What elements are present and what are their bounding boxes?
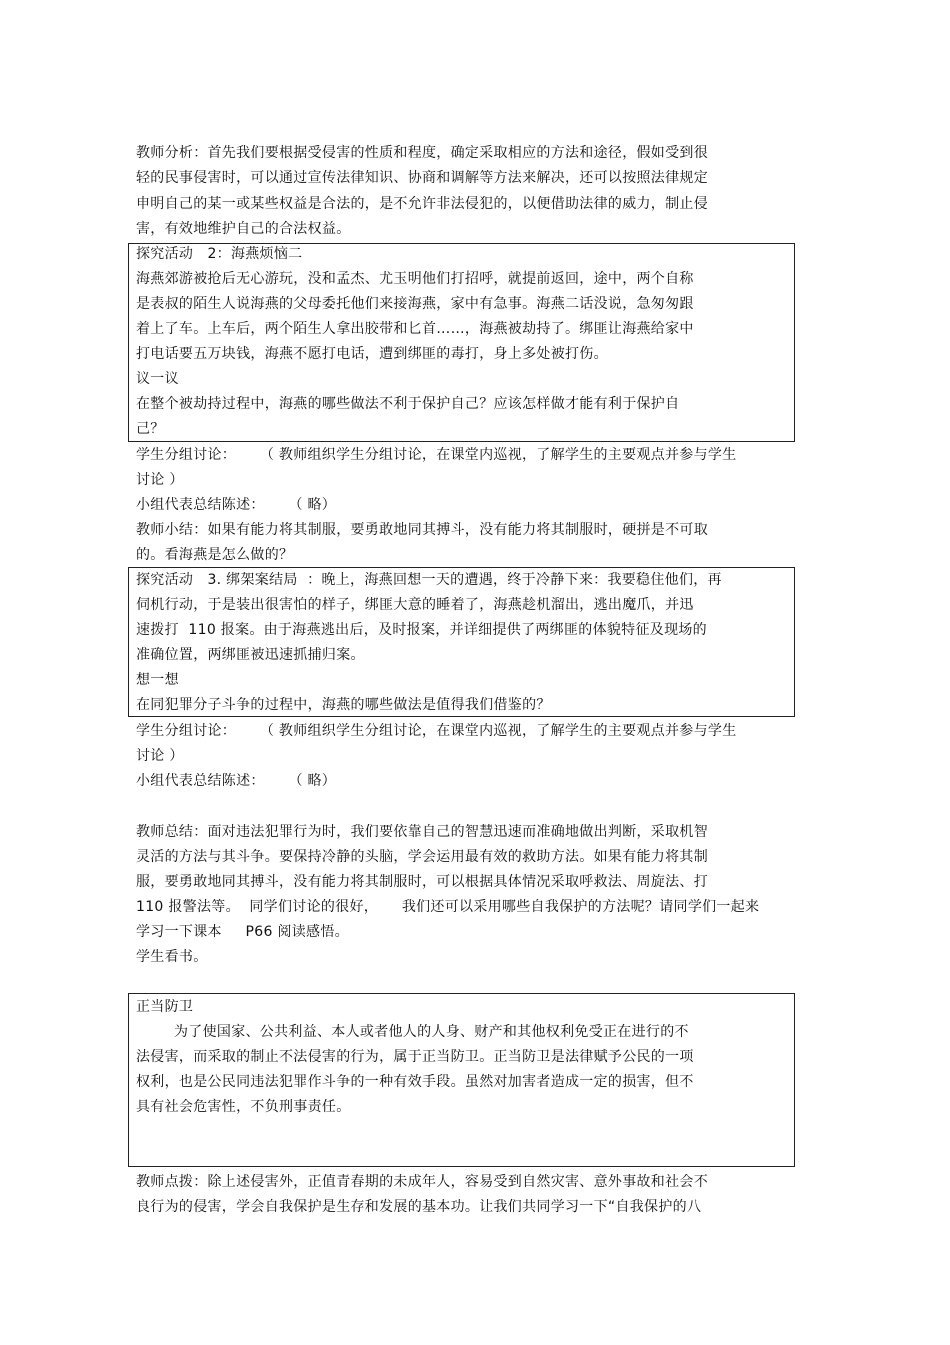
paragraph-line: 海燕郊游被抢后无心游玩，没和孟杰、尤玉明他们打招呼，就提前返回，途中，两个自称 xyxy=(136,271,694,287)
paragraph-line: 学生看书。 xyxy=(136,949,208,965)
self-defense-title: 正当防卫 xyxy=(136,999,194,1015)
paragraph-line: 为了使国家、公共利益、本人或者他人的人身、财产和其他权利免受正在进行的不 xyxy=(136,1024,689,1040)
paragraph-line: 讨论 ） xyxy=(136,748,184,764)
paragraph-line: 轻的民事侵害时，可以通过宣传法律知识、协商和调解等方法来解决，还可以按照法律规定 xyxy=(136,170,708,186)
paragraph-line: 学生分组讨论： （ 教师组织学生分组讨论，在课堂内巡视，了解学生的主要观点并参与学生 xyxy=(136,447,737,463)
paragraph-line: 打电话要五万块钱，海燕不愿打电话，遭到绑匪的毒打，身上多处被打伤。 xyxy=(136,346,608,362)
paragraph-line: 害，有效地维护自己的合法权益。 xyxy=(136,221,351,237)
paragraph-line: 教师总结：面对违法犯罪行为时，我们要依靠自己的智慧迅速而准确地做出判断，采取机智 xyxy=(136,824,708,840)
paragraph-line: 在整个被劫持过程中，海燕的哪些做法不利于保护自己？应该怎样做才能有利于保护自 xyxy=(136,396,680,412)
paragraph-line: 是表叔的陌生人说海燕的父母委托他们来接海燕，家中有急事。海燕二话没说，急匆匆跟 xyxy=(136,296,694,312)
paragraph-line: 教师小结：如果有能力将其制服，要勇敢地同其搏斗，没有能力将其制服时，硬拼是不可取 xyxy=(136,522,708,538)
paragraph-line: 着上了车。上车后，两个陌生人拿出胶带和匕首……，海燕被劫持了。绑匪让海燕给家中 xyxy=(136,321,694,337)
paragraph-line: 小组代表总结陈述： （ 略） xyxy=(136,497,337,513)
paragraph-line: 准确位置，两绑匪被迅速抓捕归案。 xyxy=(136,647,365,663)
paragraph-line: 良行为的侵害，学会自我保护是生存和发展的基本功。让我们共同学习一下“自我保护的八 xyxy=(136,1199,702,1215)
paragraph-line: 学生分组讨论： （ 教师组织学生分组讨论，在课堂内巡视，了解学生的主要观点并参与学生 xyxy=(136,723,737,739)
paragraph-line: 讨论 ） xyxy=(136,472,184,488)
paragraph-line: 具有社会危害性，不负刑事责任。 xyxy=(136,1099,351,1115)
paragraph-line: 110 报警法等。 同学们讨论的很好， 我们还可以采用哪些自我保护的方法呢？请同学们一起来 xyxy=(136,899,760,915)
paragraph-line: 在同犯罪分子斗争的过程中，海燕的哪些做法是值得我们借鉴的？ xyxy=(136,697,551,713)
activity-3-box xyxy=(128,567,795,717)
paragraph-line: 速拨打 110 报案。由于海燕逃出后，及时报案，并详细提供了两绑匪的体貌特征及现场的 xyxy=(136,622,707,638)
paragraph-line: 教师分析：首先我们要根据受侵害的性质和程度，确定采取相应的方法和途径，假如受到很 xyxy=(136,145,708,161)
paragraph-line: 法侵害，而采取的制止不法侵害的行为，属于正当防卫。正当防卫是法律赋予公民的一项 xyxy=(136,1049,694,1065)
paragraph-line: 的。看海燕是怎么做的？ xyxy=(136,547,294,563)
activity-2-title: 探究活动 2：海燕烦恼二 xyxy=(136,246,303,262)
paragraph-line: 服，要勇敢地同其搏斗，没有能力将其制服时，可以根据具体情况采取呼救法、周旋法、打 xyxy=(136,874,708,890)
paragraph-line: 小组代表总结陈述： （ 略） xyxy=(136,773,337,789)
paragraph-line: 申明自己的某一或某些权益是合法的，是不允许非法侵犯的，以便借助法律的威力，制止侵 xyxy=(136,196,708,212)
paragraph-line: 灵活的方法与其斗争。要保持冷静的头脑，学会运用最有效的救助方法。如果有能力将其制 xyxy=(136,849,708,865)
paragraph-line: 学习一下课本 P66 阅读感悟。 xyxy=(136,924,349,940)
paragraph-line: 教师点拨：除上述侵害外，正值青春期的未成年人，容易受到自然灾害、意外事故和社会不 xyxy=(136,1174,708,1190)
paragraph-line: 伺机行动，于是装出很害怕的样子，绑匪大意的睡着了，海燕趁机溜出，逃出魔爪，并迅 xyxy=(136,597,694,613)
discuss-heading: 议一议 xyxy=(136,371,179,387)
think-heading: 想一想 xyxy=(136,672,179,688)
paragraph-line: 己？ xyxy=(136,421,165,437)
paragraph-line: 权利，也是公民同违法犯罪作斗争的一种有效手段。虽然对加害者造成一定的损害，但不 xyxy=(136,1074,694,1090)
activity-3-title: 探究活动 3. 绑架案结局 ：晚上，海燕回想一天的遭遇，终于冷静下来：我要稳住他们，再 xyxy=(136,572,722,588)
